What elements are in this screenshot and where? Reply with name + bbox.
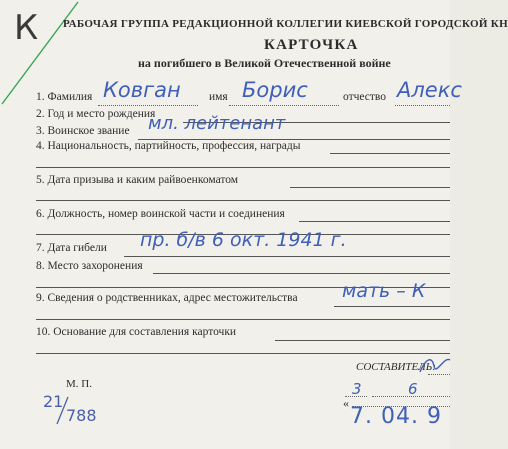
field-10-line-a — [275, 340, 450, 341]
date-handwritten: 7. 04. 9 — [350, 404, 442, 429]
compiler-signature — [418, 352, 450, 376]
field-1-surname-line — [98, 105, 198, 106]
field-7-line — [124, 256, 450, 257]
date-month-line — [372, 396, 450, 397]
corner-mark: К — [14, 8, 39, 48]
record-number-top: 21 — [43, 392, 64, 411]
field-6-label: 6. Должность, номер воинской части и соединения — [36, 208, 285, 220]
field-2-label: 2. Год и место рождения — [36, 108, 156, 120]
field-5-line-b — [36, 200, 450, 201]
compiler-label: СОСТАВИТЕЛЬ: — [356, 361, 436, 373]
field-10-label: 10. Основание для составления карточки — [36, 326, 237, 338]
date-day: 3 — [352, 380, 362, 398]
field-1-name-label: имя — [209, 91, 228, 103]
field-7-value: пр. б/в 6 окт. 1941 г. — [140, 229, 347, 251]
field-1-patronymic-label: отчество — [343, 91, 387, 103]
field-8-label: 8. Место захоронения — [36, 260, 143, 272]
date-month: 6 — [408, 380, 418, 398]
field-9-label: 9. Сведения о родственниках, адрес местожительства — [36, 292, 298, 304]
field-1-patronymic: Алекс — [397, 78, 462, 102]
stamp-label: М. П. — [66, 378, 92, 390]
field-1-name-line — [229, 105, 339, 106]
card-title: КАРТОЧКА — [264, 37, 359, 53]
field-3-value: мл. лейтенант — [148, 113, 286, 134]
field-1-name: Борис — [242, 78, 308, 102]
field-6-line-a — [299, 221, 450, 222]
card-subtitle: на погибшего в Великой Отечественной войне — [138, 56, 391, 70]
header-text: РАБОЧАЯ ГРУППА РЕДАКЦИОННОЙ КОЛЛЕГИИ КИЕВСКОЙ ГОРОДСКОЙ КН — [63, 18, 508, 30]
field-1-label: 1. Фамилия — [36, 91, 93, 103]
field-4-line-b — [36, 167, 450, 168]
field-5-line-a — [290, 187, 450, 188]
field-7-label: 7. Дата гибели — [36, 242, 107, 254]
date-quotes: « — [343, 396, 349, 410]
field-5-label: 5. Дата призыва и каким райвоенкоматом — [36, 174, 239, 186]
field-9-line-b — [36, 319, 450, 320]
field-9-line-a — [334, 306, 450, 307]
field-1-surname: Ковган — [103, 78, 181, 102]
field-9-value: мать – К — [342, 280, 426, 302]
field-10-line-b — [36, 353, 450, 354]
field-3-label: 3. Воинское звание — [36, 125, 130, 137]
field-4-line-a — [330, 153, 450, 154]
record-number-bottom: 788 — [66, 406, 97, 425]
field-4-label: 4. Национальность, партийность, профессия, награды — [36, 140, 301, 152]
field-1-patronymic-line — [395, 105, 450, 106]
field-8-line-a — [153, 273, 450, 274]
